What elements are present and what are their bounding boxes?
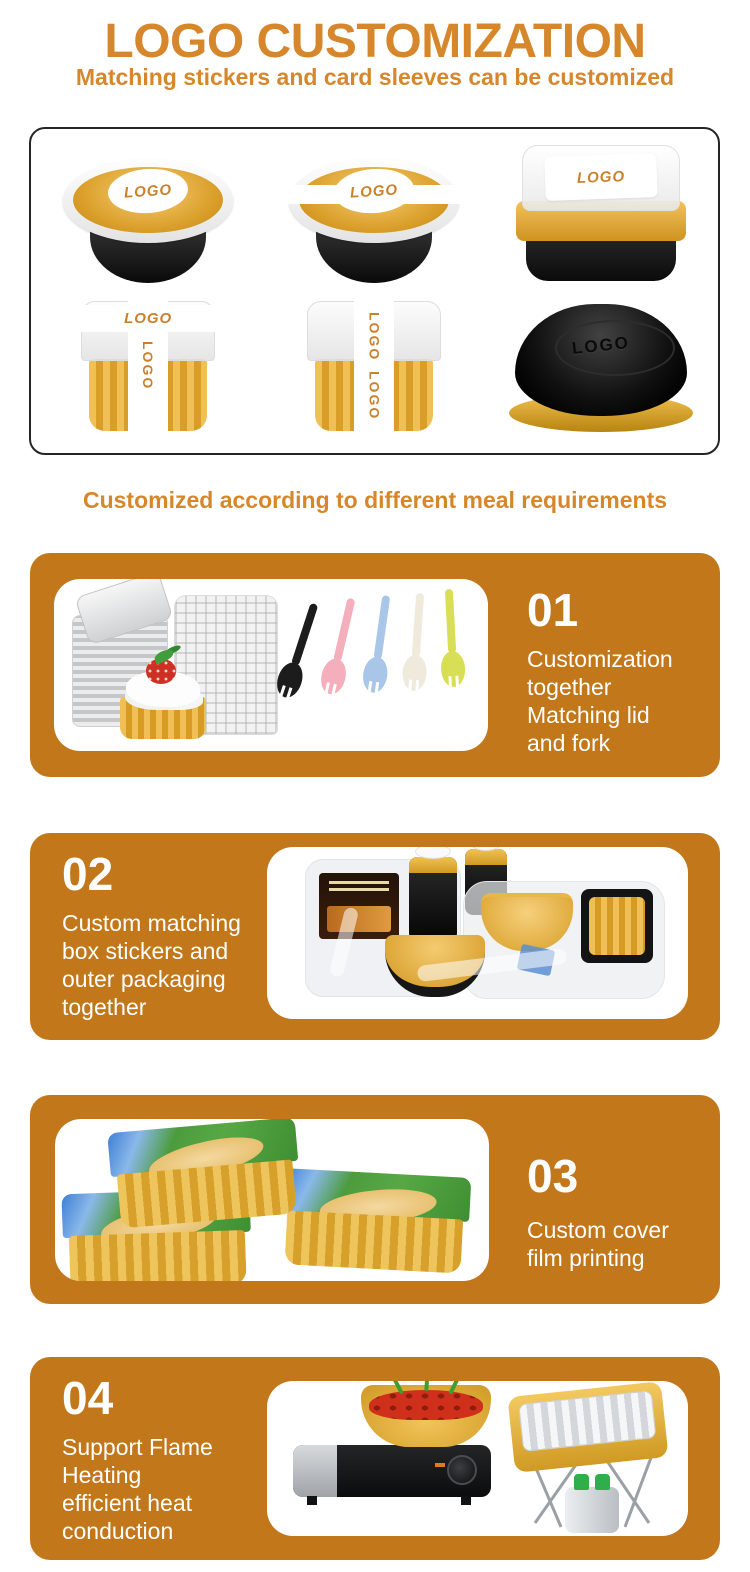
foil-tub-printed-film (107, 1119, 303, 1229)
black-bowl-bottom (515, 304, 687, 416)
showcase-cell (35, 291, 261, 445)
step-panel-04 (30, 1357, 720, 1560)
logo-card (544, 153, 657, 201)
product-gold-cup-cross-band (63, 297, 233, 439)
fuel-burner (565, 1487, 619, 1533)
showcase-cell (488, 137, 714, 291)
product-gold-cup-vertical-band (289, 297, 459, 439)
step-description-line: Matching lid (527, 701, 650, 728)
gold-tub-body (69, 1230, 247, 1281)
gold-band (465, 849, 507, 865)
section-heading: Customized according to different meal requirements (82, 487, 668, 513)
product-round-bowl-round-sticker (58, 143, 238, 285)
stove-knob (447, 1455, 477, 1485)
rect-container (581, 889, 653, 963)
step-02-text (62, 849, 241, 1021)
gold-band (409, 857, 457, 873)
step-description-line: Customization (527, 645, 673, 672)
logo-label-vertical: LOGO (140, 341, 157, 391)
step-02-image-card (267, 847, 688, 1019)
step-description-line: conduction (62, 1517, 174, 1544)
page-subtitle: Matching stickers and card sleeves can be customized (75, 64, 675, 90)
step-01-image-card (54, 579, 488, 751)
step-panel-01 (30, 553, 720, 777)
step-number: 01 (527, 584, 579, 636)
stove-indicator (435, 1463, 445, 1467)
gold-tray (589, 897, 645, 955)
crayfish-dish (369, 1390, 483, 1420)
step-description-line: together (62, 993, 147, 1020)
product-rect-container-logo-card (506, 143, 696, 285)
embossed-logo-label: LOGO (570, 333, 631, 358)
step-04-image-card (267, 1381, 688, 1536)
logo-label: LOGO (349, 180, 400, 202)
step-description-line: efficient heat (62, 1489, 193, 1516)
logo-label: LOGO (123, 180, 173, 202)
logo-label: LOGO (576, 167, 626, 187)
sticker-text-lines (329, 881, 389, 884)
showcase-cell (261, 291, 487, 445)
step-description (62, 1433, 213, 1545)
logo-label-vertical: LOGO (366, 371, 383, 421)
logo-label: LOGO (124, 310, 173, 327)
step-description-line: outer packaging (62, 965, 226, 992)
product-black-bowl-embossed (501, 300, 701, 436)
step-03-image-card (55, 1119, 489, 1281)
step-description-line: box stickers and (62, 937, 229, 964)
stove-leg (461, 1496, 471, 1505)
page-title: LOGO CUSTOMIZATION (104, 15, 646, 68)
step-description (62, 909, 241, 1021)
black-base (526, 237, 676, 281)
fuel-can (574, 1474, 589, 1490)
horizontal-card-sleeve (71, 305, 225, 332)
showcase-cell (261, 137, 487, 291)
step-03-text (527, 1151, 669, 1272)
dessert-cup (120, 679, 206, 739)
logo-showcase-box (29, 127, 720, 455)
black-container-stack (409, 857, 457, 941)
step-01-text (527, 585, 673, 757)
showcase-cell (488, 291, 714, 445)
gas-stove (293, 1445, 491, 1497)
sticker-food-photo (327, 906, 391, 932)
step-description (527, 1216, 669, 1272)
logo-label-vertical: LOGO (366, 311, 383, 361)
stove-side-panel (293, 1445, 337, 1497)
stove-leg (307, 1496, 317, 1505)
vertical-card-sleeve (354, 297, 394, 435)
gold-foil-pan (507, 1381, 668, 1473)
step-description-line: and fork (527, 729, 611, 756)
step-description-line: Support Flame (62, 1433, 213, 1460)
step-description-line: Custom cover (527, 1216, 669, 1243)
foil-tub-printed-film (279, 1168, 472, 1274)
pan-interior (518, 1390, 656, 1452)
step-description-line: together (527, 673, 612, 700)
sticker-card (319, 873, 399, 939)
showcase-cell (35, 137, 261, 291)
step-panel-02 (30, 833, 720, 1040)
step-description (527, 645, 673, 757)
step-description-line: Heating (62, 1461, 142, 1488)
step-number: 04 (62, 1372, 114, 1424)
product-round-bowl-band-sticker (284, 143, 464, 285)
gold-tub-body (285, 1210, 464, 1273)
step-description-line: film printing (527, 1244, 645, 1271)
step-number: 02 (62, 848, 114, 900)
fuel-can (595, 1474, 610, 1490)
step-panel-03 (30, 1095, 720, 1304)
step-04-text (62, 1373, 213, 1545)
step-description-line: Custom matching (62, 909, 241, 936)
gold-foil-bowl (361, 1385, 491, 1447)
step-number: 03 (527, 1150, 579, 1202)
forks-image (266, 589, 476, 741)
